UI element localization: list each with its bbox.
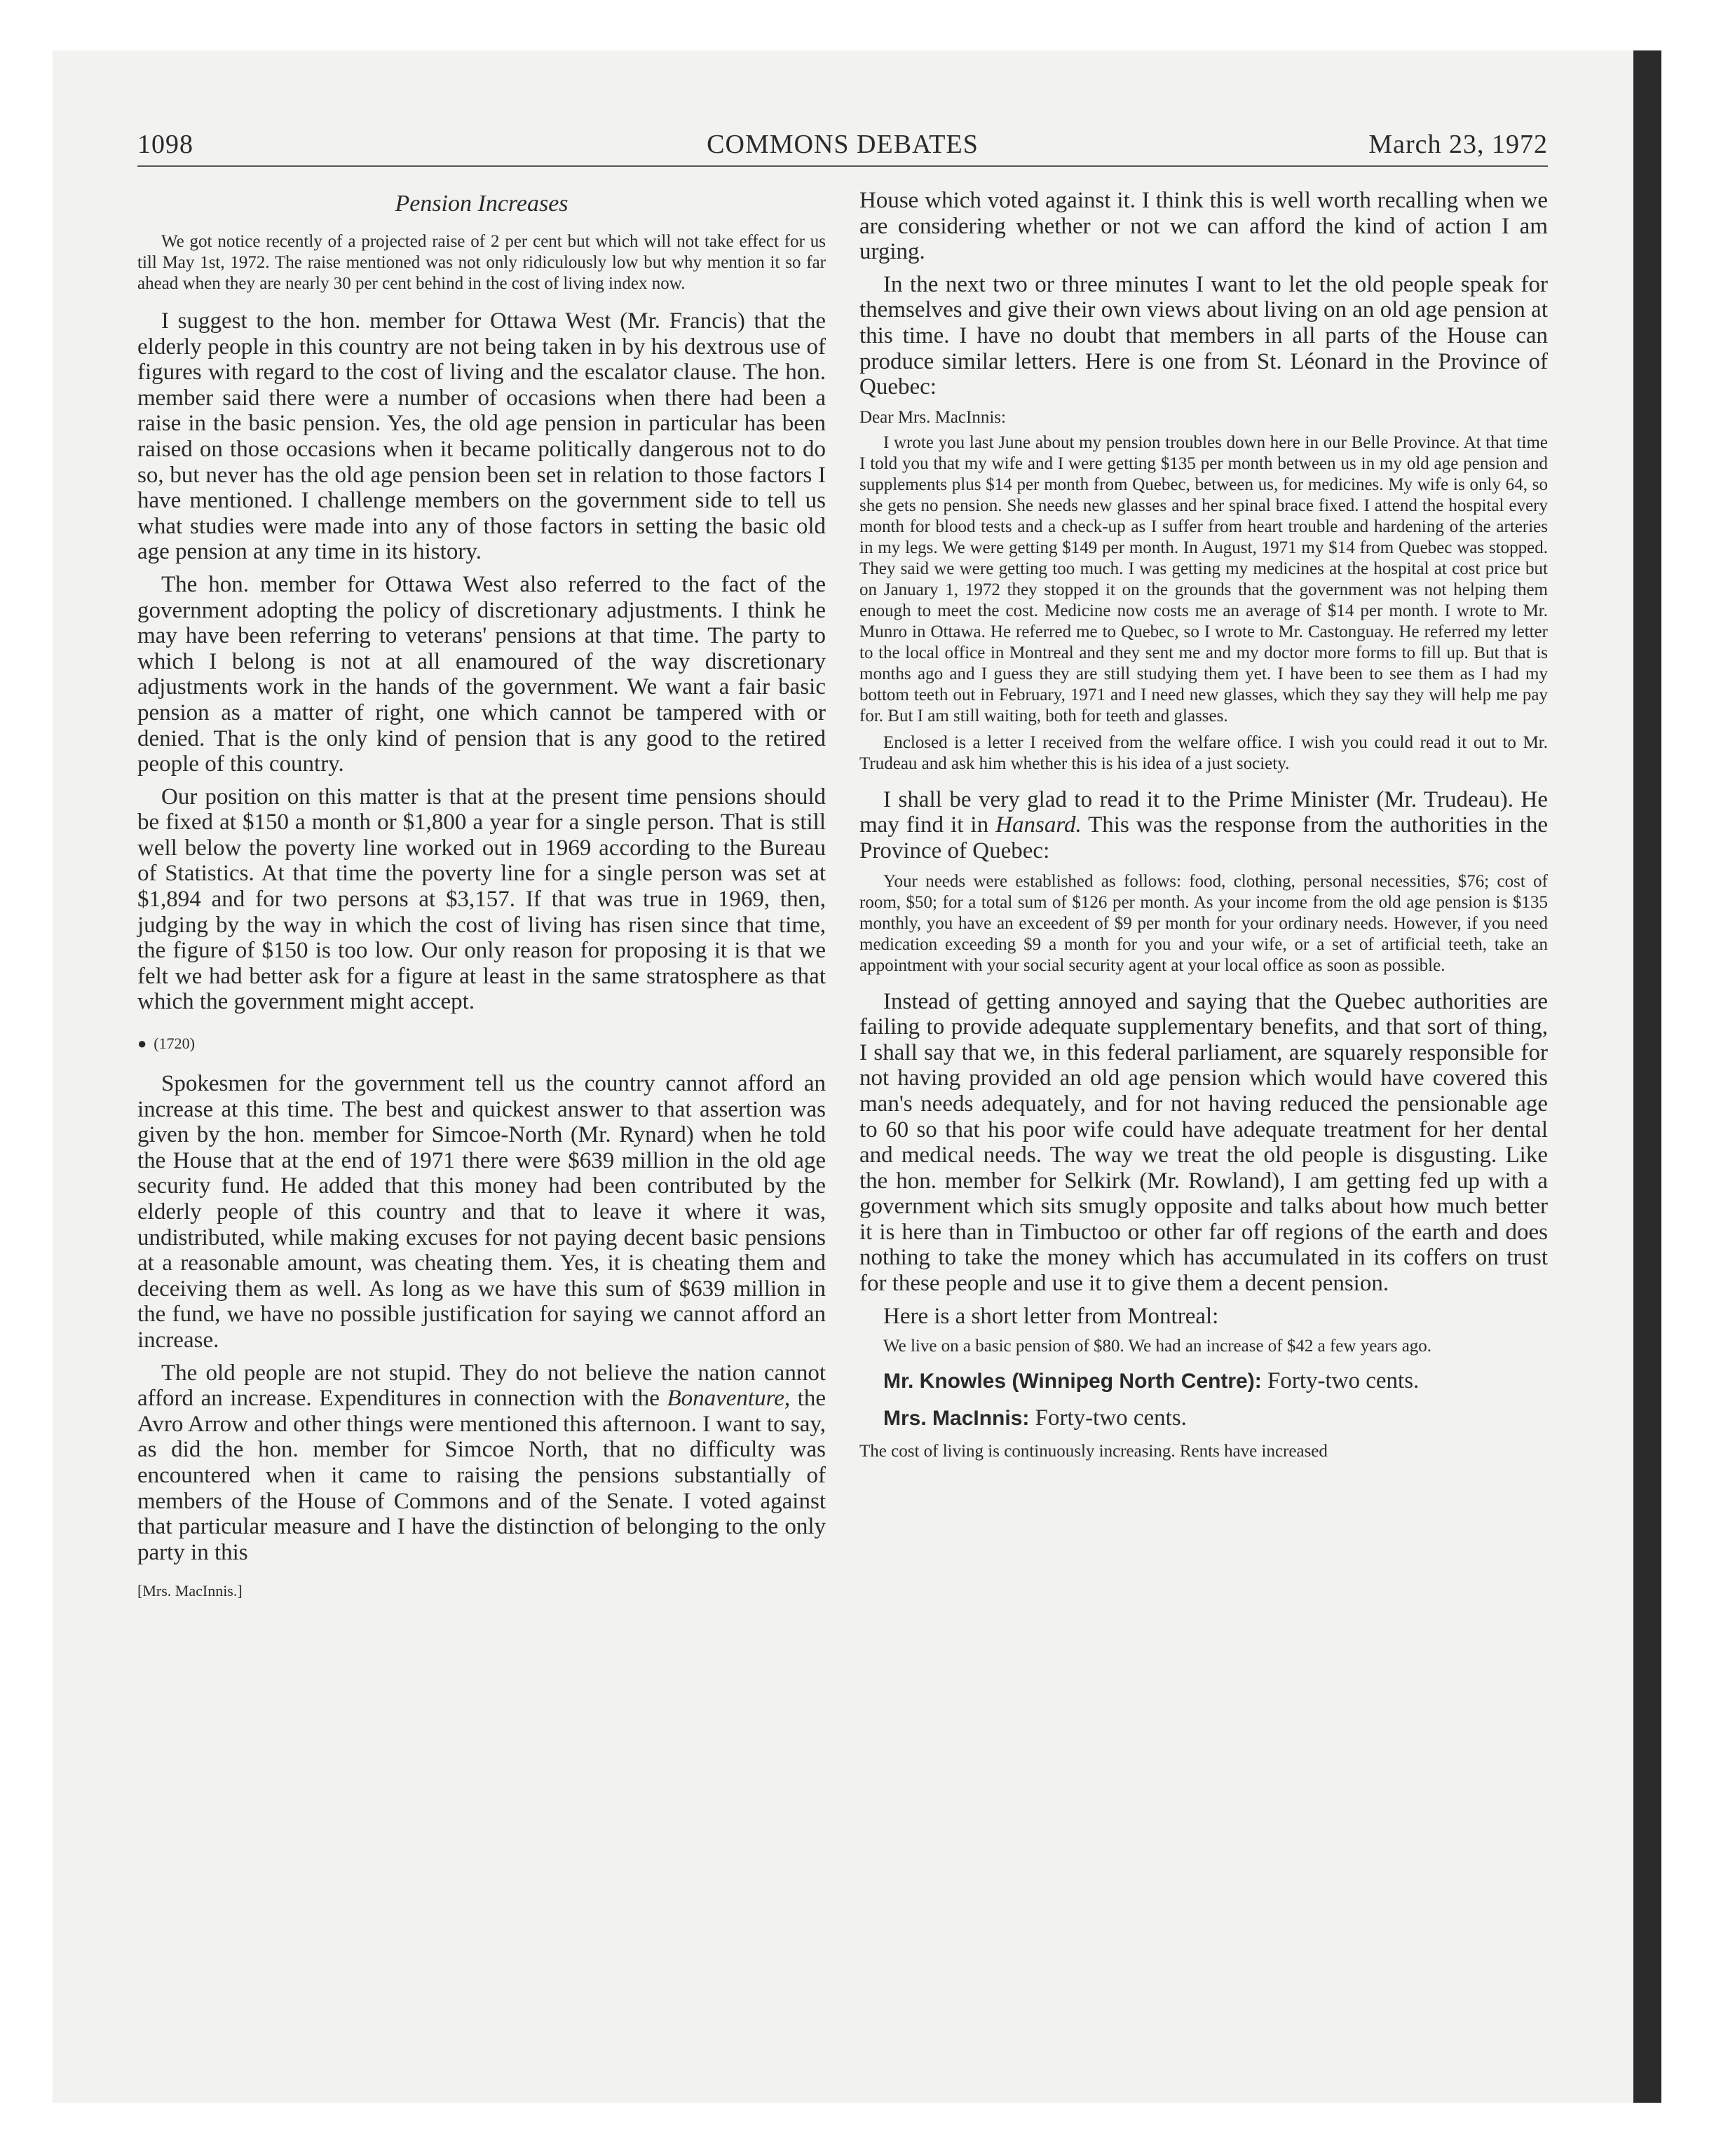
hansard-reference: Hansard.	[995, 812, 1082, 838]
quoted-letter: Enclosed is a letter I received from the welfare office. I wish you could read it out to Mr. Trudeau and ask him whether this is his idea of a just society.	[859, 732, 1548, 773]
quoted-letter: We live on a basic pension of $80. We had an increase of $42 a few years ago.	[883, 1337, 1432, 1356]
speech	[859, 1404, 1548, 1433]
paragraph: Spokesmen for the government tell us the country cannot afford an increase at this time. The best and quickest answer to that assertion was given by the hon. member for Simcoe-North (Mr. Rynard) when he told the House that at the end of 1971 there were $639 million in the old age security fund. He added that this money had been contributed by the elderly people of this country and that to leave it where it was, undistributed, while making excuses for not paying decent basic pensions at a reasonable amount, was cheating them. Yes, it is cheating them and deceiving them as well. As long as we have this sum of $639 million in the fund, we have no possible justification for saying we cannot afford an increase.	[137, 1071, 826, 1353]
paragraph-text: This was the response from the authorities in the Province of Quebec:	[859, 812, 1549, 864]
paragraph: Our position on this matter is that at the present time pensions should be fixed at $150 a month or $1,800 a year for a single person. That is still well below the poverty line worked out in 1969 according to the Bureau of Statistics. At that time the poverty line for a single person was set at $1,894 and for two persons at $3,157. If that was true in 1969, then, judging by the way in which the cost of living has risen since that time, the figure of $150 is too low. Our only reason for proposing it is that we felt we had better ask for a figure at least in the same stratosphere as that which the government might accept.	[137, 784, 826, 1015]
quoted-letter: I wrote you last June about my pension troubles down here in our Belle Province. At that time I told you that my wife and I were getting $135 per month between us in my old age pension and supplements plus $14 per month from Quebec, between us, for medicines. My wife is only 64, so she gets no pension. She needs new glasses and her spinal brace fixed. I attend the hospital every month for blood tests and a check-up as I suffer from heart trouble and hardening of the arteries in my legs. We were getting $149 per month. In August, 1971 my $14 from Quebec was stopped. They said we were getting too much. I was getting my medicines at the hospital at cost price but on January 1, 1972 they stopped it on the grounds that the government was not helping them enough to meet the cost. Medicine now costs me an average of $14 per month. I wrote to Mr. Munro in Ottawa. He referred me to Quebec, so I wrote to Mr. Castonguay. He referred my letter to the local office in Montreal and they sent me and my doctor more forms to fill up. But that is months ago and I guess they are still studying them yet. I have been to see them as I had my bottom teeth out in February, 1971 and I need new glasses, which they say they will help me pay for. But I am still waiting, both for teeth and glasses.	[859, 432, 1548, 725]
paragraph	[137, 1360, 826, 1566]
speaker-name: Mrs. MacInnis:	[883, 1407, 1030, 1431]
timestamp-text: (1720)	[154, 1035, 195, 1053]
paragraph: Here is a short letter from Montreal:	[883, 1303, 1219, 1329]
section-subheading: Pension Increases	[395, 191, 569, 217]
timestamp	[137, 1035, 826, 1053]
paragraph-text: the Avro Arrow and other things were mentioned this afternoon. I want to say, as did the hon. member for Simcoe North, that no difficulty was encountered when it came to raising the pensions substantially of members of the House of Commons and of the Senate. I voted against that particular measure and I have the distinction of belonging to the only party in this	[137, 1386, 826, 1565]
speaker-name: Mr. Knowles (Winnipeg North Centre):	[883, 1370, 1262, 1393]
paragraph: In the next two or three minutes I want to let the old people speak for themselves and give their own views about living on an old age pension at this time. I have no doubt that members in all parts of the House can produce similar letters. Here is one from St. Léonard in the Province of Quebec:	[859, 271, 1548, 400]
paragraph-text: The old people are not stupid. They do not believe the nation cannot afford an increase. Expenditures in connection with the	[137, 1360, 826, 1412]
header-date: March 23, 1972	[1368, 130, 1548, 159]
scan-edge-bar	[1633, 50, 1661, 2103]
speaker-attribution: [Mrs. MacInnis.]	[137, 1582, 243, 1600]
speech	[859, 1367, 1548, 1396]
left-column	[137, 188, 826, 1600]
right-column	[859, 188, 1548, 1468]
page-number: 1098	[137, 130, 193, 159]
quoted-letter: The cost of living is continuously increasing. Rents have increased	[859, 1442, 1328, 1461]
publication-title: COMMONS DEBATES	[707, 130, 979, 159]
bullet-icon: ●	[137, 1035, 147, 1053]
quoted-letter: We got notice recently of a projected raise of 2 per cent but which will not take effect for us till May 1st, 1972. The raise mentioned was not only ridiculously low but why mention it so far ahead when they are nearly 30 per cent behind in the cost of living index now.	[137, 232, 826, 293]
quoted-letter: Your needs were established as follows: food, clothing, personal necessities, $76; cost of room, $50; for a total sum of $126 per month. As your income from the old age pension is $135 monthly, you have an exceedent of $9 per month for your ordinary needs. However, if you need medication exceeding $9 a month for you and your wife, or a set of artificial teeth, take an appointment with your social security agent at your local office as soon as possible.	[859, 871, 1548, 975]
ship-name: Bonaventure,	[667, 1386, 791, 1412]
speech-text: Forty-two cents.	[1029, 1405, 1187, 1431]
paragraph-text: I shall be very glad to read it to the Prime Minister (Mr. Trudeau). He may find it in	[859, 786, 1548, 838]
paragraph: I suggest to the hon. member for Ottawa West (Mr. Francis) that the elderly people in this country are not being taken in by his dextrous use of figures with regard to the cost of living and the escalator clause. The hon. member said there were a number of occasions when there had been a raise in the basic pension. Yes, the old age pension in particular has been raised on those occasions when it became politically dangerous not to do so, but never has the old age pension been set in relation to those factors I have mentioned. I challenge members on the government side to tell us what studies were made into any of those factors in setting the basic old age pension at any time in its history.	[137, 308, 826, 565]
speech-text: Forty-two cents.	[1261, 1368, 1420, 1394]
paragraph: The hon. member for Ottawa West also referred to the fact of the government adopting the policy of discretionary adjustments. I think he may have been referring to veterans' pensions at that time. The party to which I belong is not at all enamoured of the way discretionary adjustments work in the hands of the government. We want a fair basic pension as a matter of right, one which cannot be tampered with or denied. That is the only kind of pension that is any good to the retired people of this country.	[137, 571, 826, 777]
letter-salutation: Dear Mrs. MacInnis:	[859, 407, 1006, 427]
paragraph: Instead of getting annoyed and saying that the Quebec authorities are failing to provide adequate supplementary benefits, and that sort of thing, I shall say that we, in this federal parliament, are squarely responsible for not having provided an old age pension which would have covered this man's needs adequately, and for not having reduced the pensionable age to 60 so that his poor wife could have adequate treatment for her dental and medical needs. The way we treat the old people is disgusting. Like the hon. member for Selkirk (Mr. Rowland), I am getting fed up with a government which sits smugly opposite and talks about how much better it is here than in Timbuctoo or other far off regions of the earth and does nothing to take the money which has accumulated in its coffers on trust for these people and use it to give them a decent pension.	[859, 988, 1548, 1297]
page-header	[137, 126, 1548, 167]
paragraph	[859, 787, 1548, 864]
paragraph: House which voted against it. I think this is well worth recalling when we are considering whether or not we can afford the kind of action I am urging.	[859, 188, 1548, 265]
